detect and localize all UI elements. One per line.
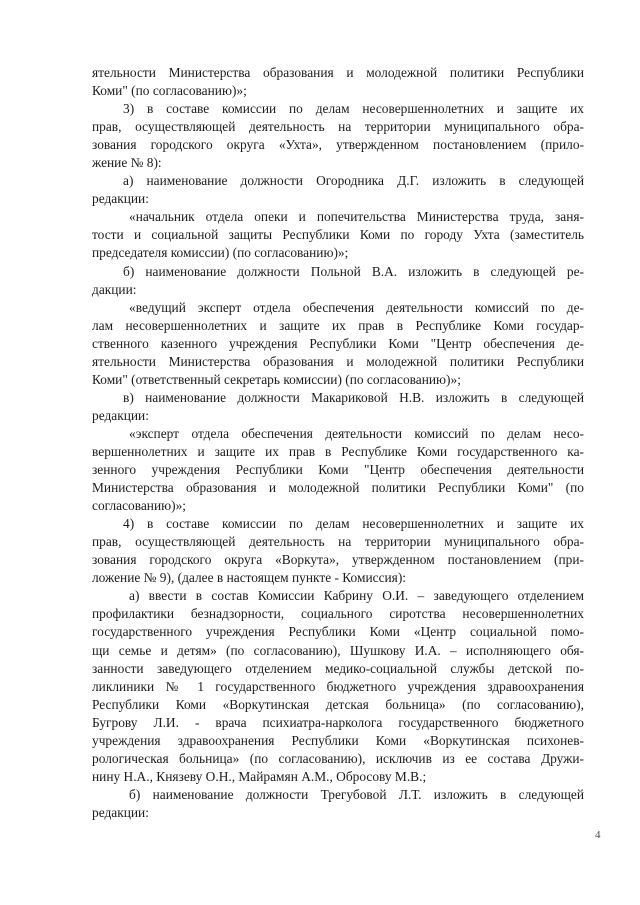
text-line: лам несовершеннолетних и защите их прав в Республике Коми государ- [92, 317, 584, 333]
text-line: 3) в составе комиссии по делам несовершеннолетних и защите их [123, 101, 584, 117]
text-line: а) наименование должности Огородника Д.Г. изложить в следующей [123, 173, 584, 189]
text-line: редакции: [92, 191, 149, 207]
text-line: вершеннолетних и защите их прав в Республике Коми государственного ка- [92, 443, 584, 459]
text-line: Республики Коми «Воркутинская детская больница» (по согласованию), [92, 696, 584, 712]
text-line: дакции: [92, 281, 137, 297]
text-line: прав, осуществляющей деятельность на территории муниципального обра- [92, 119, 584, 135]
text-line: Коми" (по согласованию)»; [92, 83, 247, 99]
text-line: б) наименование должности Польной В.А. изложить в следующей ре- [123, 263, 584, 279]
text-line: Бугрову Л.И. - врача психиатра-нарколога государственного бюджетного [92, 714, 584, 730]
text-line: «начальник отдела опеки и попечительства Министерства труда, заня- [129, 209, 584, 225]
text-line: зенного учреждения Республики Коми "Центр обеспечения деятельности [92, 462, 584, 478]
text-line: в) наименование должности Макариковой Н.В. изложить в следующей [123, 389, 584, 405]
text-line: занности заведующего отделением медико-социальной службы детской по- [92, 660, 584, 676]
text-line: профилактики безнадзорности, социального сиротства несовершеннолетних [92, 606, 584, 622]
text-line: нину Н.А., Князеву О.Н., Майрамян А.М., Обросову М.В.; [92, 768, 427, 784]
text-line: согласованию)»; [92, 498, 187, 514]
text-line: редакции: [92, 407, 149, 423]
text-line: редакции: [92, 804, 149, 820]
text-line: б) наименование должности Трегубовой Л.Т. изложить в следующей [129, 786, 584, 802]
text-line: ятельности Министерства образования и молодежной политики Республики [92, 65, 584, 80]
text-line: жение № 8): [92, 155, 162, 171]
text-line: «ведущий эксперт отдела обеспечения деятельности комиссий по де- [129, 299, 584, 315]
text-line: рологическая больница» (по согласованию), исключив из ее состава Дружи- [92, 750, 584, 766]
text-line: ственного казенного учреждения Республики Коми "Центр обеспечения де- [92, 335, 584, 351]
text-line: щи семье и детям» (по согласованию), Шушкову И.А. – исполняющего обя- [92, 642, 584, 658]
text-line: тости и социальной защиты Республики Коми по городу Ухта (заместитель [92, 227, 584, 243]
text-line: ложение № 9), (далее в настоящем пункте - Комиссия): [92, 570, 407, 586]
text-line: государственного учреждения Республики Коми «Центр социальной помо- [92, 624, 584, 640]
text-line: а) ввести в состав Комиссии Кабрину О.И. – заведующего отделением [129, 588, 584, 604]
text-line: 4) в составе комиссии по делам несовершеннолетних и защите их [123, 516, 584, 532]
document-body [92, 64, 584, 822]
text-line: зования городского округа «Воркута», утвержденном постановлением (при- [92, 552, 584, 568]
page-number: 4 [595, 829, 601, 841]
text-line: Коми" (ответственный секретарь комиссии) (по согласованию)»; [92, 371, 461, 387]
text-line: ятельности Министерства образования и молодежной политики Республики [92, 353, 584, 369]
text-line: председателя комиссии) (по согласованию)»; [92, 245, 349, 261]
text-line: Министерства образования и молодежной политики Республики Коми" (по [92, 480, 584, 496]
text-line: «эксперт отдела обеспечения деятельности комиссий по делам несо- [129, 425, 584, 441]
text-line: учреждения здравоохранения Республики Коми «Воркутинская психонев- [92, 732, 584, 748]
text-line: ликлиники № 1 государственного бюджетного учреждения здравоохранения [92, 678, 584, 694]
text-line: зования городского округа «Ухта», утвержденном постановлением (прило- [92, 137, 584, 153]
text-line: прав, осуществляющей деятельность на территории муниципального обра- [92, 534, 584, 550]
